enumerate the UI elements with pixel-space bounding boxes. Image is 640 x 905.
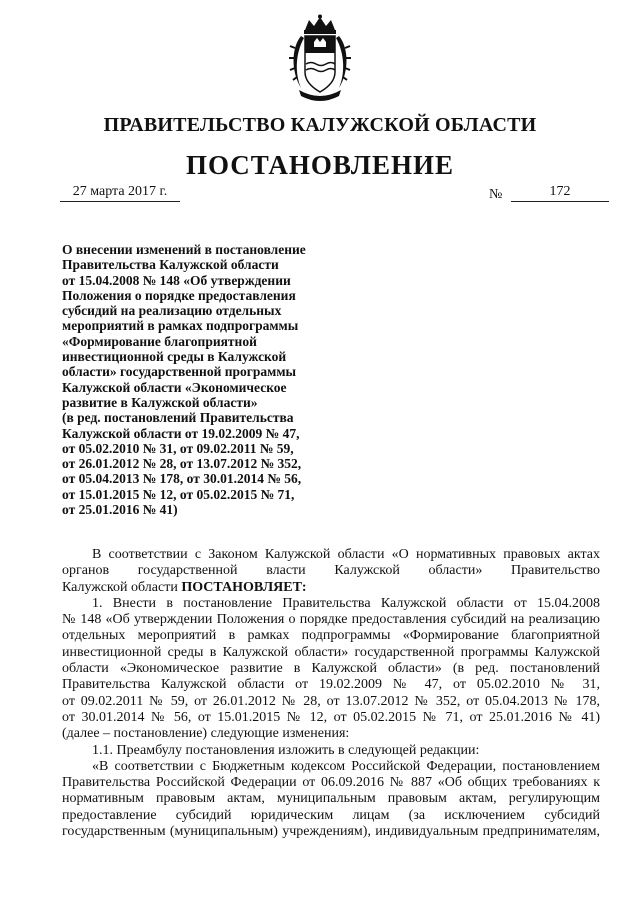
subject-line: от 05.04.2013 № 178, от 30.01.2014 № 56, (62, 471, 302, 487)
body-line: органов государственной власти Калужской области» Правительство (62, 563, 600, 579)
document-type-title: ПОСТАНОВЛЕНИЕ (185, 150, 455, 180)
quote-line: предоставление субсидий юридическим лицам (за исключением субсидий (62, 807, 600, 823)
subject-line: от 05.02.2010 № 31, от 09.02.2011 № 59, (62, 440, 294, 456)
subject-line: инвестиционной среды в Калужской (62, 349, 287, 365)
kaluga-coat-of-arms-emblem (287, 14, 353, 104)
document-number: 172 (549, 184, 571, 199)
body-line (62, 580, 600, 596)
subject-line: мероприятий в рамках подпрограммы (62, 318, 299, 334)
subject-line: области» государственной программы (62, 364, 297, 380)
subject-line: от 15.01.2015 № 12, от 05.02.2015 № 71, (62, 486, 295, 502)
subject-line: Положения о порядке предоставления (62, 287, 296, 303)
resolves-keyword: ПОСТАНОВЛЯЕТ: (181, 579, 307, 595)
subject-line: от 25.01.2016 № 41) (62, 502, 178, 518)
subject-line: Правительства Калужской области (62, 257, 279, 273)
subject-line: Калужской области «Экономическое (62, 379, 287, 395)
item1-line: отдельных мероприятий в рамках подпрограммы «Формирование благоприятной (62, 628, 600, 644)
item1-line: от 30.01.2014 № 56, от 15.01.2015 № 12, от 05.02.2015 № 71, от 25.01.2016 № 41) (62, 709, 600, 725)
document-date: 27 марта 2017 г. (72, 184, 168, 199)
subject-line: от 15.04.2008 № 148 «Об утверждении (62, 272, 291, 288)
item1-line: области «Экономическое развитие в Калужской области» (в ред. постановлений (62, 661, 600, 677)
quote-line: государственным (муниципальным) учреждениям), индивидуальным предпринимателям, (62, 824, 600, 840)
item1-line: (далее – постановление) следующие изменения: (62, 726, 350, 742)
item-1-1: 1.1. Преамбулу постановления изложить в следующей редакции: (92, 742, 480, 758)
item1-line: № 148 «Об утверждении Положения о порядке предоставления субсидий на реализацию (62, 612, 600, 628)
subject-line: О внесении изменений в постановление (62, 242, 306, 257)
document-subject (62, 242, 322, 517)
document-body (62, 547, 600, 840)
quote-line: нормативным правовым актам, муниципальным правовым актам, регулирующим (62, 791, 600, 807)
item1-line: инвестиционной среды в Калужской области» государственной программы Калужской (62, 644, 600, 660)
subject-line: «Формирование благоприятной (62, 333, 257, 349)
quote-line: «В соответствии с Бюджетным кодексом Российской Федерации, постановлением (92, 758, 600, 774)
subject-line: субсидий на реализацию отдельных (62, 303, 282, 319)
number-underline (511, 183, 609, 202)
subject-line: развитие в Калужской области» (62, 394, 258, 410)
item1-line: 1. Внести в постановление Правительства Калужской области от 15.04.2008 (92, 595, 600, 611)
item1-line: от 09.02.2011 № 59, от 26.01.2012 № 28, от 13.07.2012 № 352, от 05.04.2013 № 178, (62, 693, 600, 709)
item1-line: Правительства Калужской области от 19.02.2009 № 47, от 05.02.2010 № 31, (62, 677, 600, 693)
number-sign: № (489, 187, 503, 202)
body-line: В соответствии с Законом Калужской области «О нормативных правовых актах (92, 547, 600, 562)
body-text-span: Калужской области (62, 579, 182, 595)
subject-line: Калужской области от 19.02.2009 № 47, (62, 425, 300, 441)
government-title: ПРАВИТЕЛЬСТВО КАЛУЖСКОЙ ОБЛАСТИ (103, 114, 537, 136)
quote-line: Правительства Российской Федерации от 06.09.2016 № 887 «Об общих требованиях к (62, 775, 600, 791)
subject-line: от 26.01.2012 № 28, от 13.07.2012 № 352, (62, 456, 302, 472)
date-field (60, 183, 180, 202)
subject-line: (в ред. постановлений Правительства (62, 410, 294, 426)
